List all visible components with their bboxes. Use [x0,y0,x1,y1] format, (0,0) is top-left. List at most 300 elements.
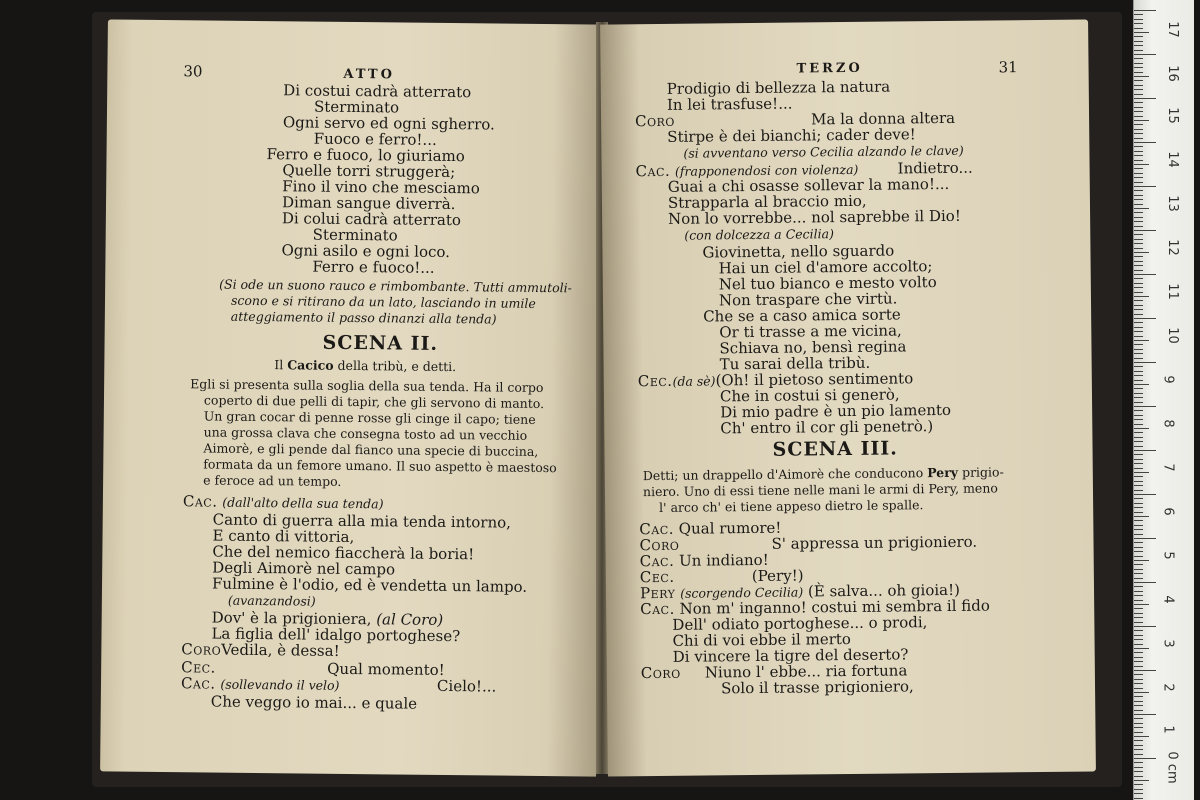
ruler-tick [1134,305,1143,306]
ruler-tick [1134,164,1149,165]
verse-text: (Oh! il pietoso sentimento [715,369,914,390]
verse-line: Strapparla al braccio mio, [667,191,867,212]
ruler-tick [1134,696,1143,697]
speaker-line [183,492,384,512]
verse-line: Tu sarai della tribù. [719,353,871,374]
ruler-tick [1134,556,1143,557]
ruler-tick [1134,388,1143,389]
ruler-tick [1134,692,1149,693]
verse-line: Ch' entro il cor gli penetrò.) [720,417,934,438]
ruler-tick [1134,674,1143,675]
verse-line: Niuno l' ebbe... ria fortuna [704,661,908,682]
ruler-tick [1134,362,1156,363]
ruler-tick [1134,358,1143,359]
ruler-tick [1134,450,1156,451]
verse-line: Di costui cadrà atterrato [283,81,472,102]
ruler-tick [1134,683,1143,684]
ruler-tick [1134,155,1143,156]
ruler-label: 5 [1160,551,1176,560]
ruler-tick [1134,32,1149,33]
ruler-tick [1134,54,1156,55]
ruler-tick [1134,94,1143,95]
speaker-name: Coro [640,663,681,683]
ruler-tick [1134,226,1143,227]
ruler-tick [1134,784,1143,785]
ruler-tick [1134,265,1143,266]
ruler-tick [1134,239,1143,240]
ruler-tick [1134,261,1143,262]
ruler-tick [1134,336,1143,337]
ruler-tick [1134,573,1143,574]
verse-text: Non m' inganno! costui mi sembra il fido [679,596,990,618]
speaker-name: Cac. [639,551,675,571]
verse-line: (Pery!) [751,566,804,586]
ruler-tick [1134,529,1143,530]
ruler-tick [1134,234,1143,235]
ruler-tick [1134,736,1149,737]
scene-description-line: e feroce ad un tempo. [203,472,342,489]
ruler-tick [1134,520,1143,521]
scene-heading: SCENA II. [322,331,439,355]
ruler-tick [1134,366,1143,367]
verse-text: Un indiano! [678,550,769,570]
speaker-line [181,640,339,660]
ruler-tick [1134,116,1143,117]
ruler-tick [1134,41,1143,42]
scene-desc-text: prigio- [961,464,1004,480]
ruler-tick [1134,340,1149,341]
ruler-tick [1134,63,1143,64]
ruler-tick [1134,371,1143,372]
ruler-tick [1134,292,1143,293]
verse-text: (È salva... oh gioia!) [807,580,961,601]
ruler-tick [1134,745,1143,746]
ruler-tick [1134,459,1143,460]
ruler-tick [1134,314,1143,315]
verse-line: Che se a caso amica sorte [703,305,901,326]
ruler-tick [1134,780,1149,781]
ruler-label: 9 [1160,375,1176,384]
ruler-tick [1134,199,1143,200]
ruler-tick [1134,534,1143,535]
speaker-name: Cac. [182,492,218,511]
verse-line: Ogni asilo e ogni loco. [281,241,451,262]
verse-line: Canto di guerra alla mia tenda intorno, [212,510,512,532]
ruler-label: 13 [1164,195,1180,212]
ruler-label: 14 [1164,151,1180,168]
page-number: 30 [183,62,203,81]
ruler-tick [1134,80,1143,81]
ruler-tick [1134,613,1143,614]
ruler-tick [1134,494,1156,495]
scene-heading: SCENA III. [772,437,898,461]
ruler-tick [1134,85,1143,86]
ruler-label: 8 [1160,419,1176,428]
ruler-tick [1134,182,1143,183]
ruler-tick [1134,146,1143,147]
ruler-tick [1134,657,1143,658]
ruler-tick [1134,270,1143,271]
stage-direction: (al Coro) [376,610,444,629]
ruler-tick [1134,384,1149,385]
verse-line: Solo il trasse prigioniero, [720,677,914,698]
right-page [600,19,1096,776]
verse-line: Ferro e fuoco, lo giuriamo [266,145,465,166]
ruler-label: 4 [1160,595,1176,604]
speaker-name: Cec. [181,658,216,677]
ruler-tick [1134,248,1143,249]
ruler-tick [1134,714,1156,715]
stage-direction: (con dolcezza a Cecilia) [684,226,835,243]
speaker-name: Cec. [637,371,673,391]
ruler-tick [1134,160,1143,161]
ruler-tick [1134,538,1156,539]
verse-line: La figlia dell' idalgo portoghese? [211,624,461,646]
stage-direction: (sollevando il velo) [220,676,340,693]
verse-line: Che in costui si generò, [719,385,900,406]
ruler-tick [1134,10,1156,11]
ruler-tick [1134,652,1143,653]
ruler-tick [1134,415,1143,416]
ruler-tick [1134,608,1143,609]
ruler-label: 11 [1164,283,1180,300]
verse-line: Nel tuo bianco e mesto volto [718,273,937,294]
speaker-name: Cac. [635,161,671,181]
ruler-tick [1134,204,1143,205]
ruler-tick [1134,644,1143,645]
stage-direction: (Si ode un suono rauco e rimbombante. Tutti ammutoli- [219,276,572,296]
ruler-tick [1134,437,1143,438]
ruler-tick [1134,688,1143,689]
ruler-tick [1134,754,1143,755]
ruler-tick [1134,98,1156,99]
ruler-tick [1134,705,1143,706]
ruler-tick [1134,28,1143,29]
ruler-tick [1134,353,1143,354]
stage-direction: (da sè) [672,373,716,389]
ruler-tick [1134,393,1143,394]
running-head: ATTO [343,66,396,83]
verse-line: Giovinetta, nello sguardo [702,241,895,262]
stage-direction: (dall'alto della sua tenda) [222,494,384,512]
ruler-tick [1134,723,1143,724]
ruler-tick [1134,375,1143,376]
ruler-tick [1134,569,1143,570]
ruler-tick [1134,516,1149,517]
ruler-label: 1 [1160,725,1176,734]
ruler-tick [1134,432,1143,433]
ruler-tick [1134,190,1143,191]
ruler-tick [1134,120,1149,121]
ruler-tick [1134,327,1143,328]
speaker-name: Pery [639,583,676,603]
ruler-tick [1134,296,1149,297]
verse-line: Ma la donna altera [810,108,956,129]
verse-line: Indietro... [897,158,973,178]
ruler-tick [1134,762,1143,763]
ruler-tick [1134,349,1143,350]
ruler-tick [1134,454,1143,455]
ruler-tick [1134,230,1156,231]
ruler-tick [1134,740,1143,741]
verse-line: Ogni servo ed ogni sgherro. [282,113,495,134]
stage-direction: (avanzandosi) [227,592,316,609]
ruler-tick [1134,397,1143,398]
left-page [100,19,604,776]
ruler-tick [1134,283,1143,284]
ruler-tick [1134,278,1143,279]
scene-cast [274,357,456,375]
verse-line: Stirpe è dei bianchi; cader deve! [667,125,916,146]
verse-line: Sterminato [313,97,400,117]
page-number: 31 [998,58,1018,77]
ruler-tick [1134,76,1149,77]
ruler-tick [1134,776,1143,777]
verse-line: Diman sangue diverrà. [281,193,456,214]
ruler-tick [1134,195,1143,196]
verse-line: Or ti trasse a me vicina, [719,321,902,342]
ruler-tick [1134,564,1143,565]
ruler-tick [1134,648,1149,649]
ruler-label: 2 [1160,683,1176,692]
ruler-tick [1134,503,1143,504]
ruler-tick [1134,463,1143,464]
ruler-tick [1134,767,1143,768]
verse-line: Fuoco e ferro!... [313,129,437,149]
ruler-tick [1134,50,1143,51]
verse-line: Fulmine è l'odio, ed è vendetta un lampo. [211,574,528,596]
scene-description-line: Egli si presenta sulla soglia della sua tenda. Ha il corpo [190,376,544,396]
ruler-tick [1134,476,1143,477]
ruler-tick [1134,318,1156,319]
ruler-tick [1134,402,1143,403]
ruler-tick [1134,300,1143,301]
verse-line: In lei trasfuse!... [666,94,793,114]
measuring-ruler [1133,0,1194,800]
ruler-tick [1134,133,1143,134]
ruler-tick [1134,138,1143,139]
ruler-tick [1134,666,1143,667]
ruler-label: 6 [1160,507,1176,516]
ruler-tick [1134,771,1143,772]
verse-line: Di colui cadrà atterrato [281,209,462,230]
verse-line: Non traspare che virtù. [718,289,898,310]
ruler-tick [1134,36,1143,37]
ruler-tick [1134,485,1143,486]
ruler-tick [1134,670,1156,671]
ruler-tick [1134,142,1156,143]
verse-line: Di vincere la tigre del deserto? [672,645,909,666]
ruler-tick [1134,45,1143,46]
ruler-label: 7 [1160,463,1176,472]
ruler-tick [1134,542,1143,543]
ruler-tick [1134,626,1156,627]
speaker-name: Cac. [640,599,675,619]
speaker-name: Coro [639,535,680,555]
ruler-label: 17 [1164,21,1180,38]
ruler-tick [1134,512,1143,513]
ruler-tick [1134,124,1143,125]
ruler-tick [1134,309,1143,310]
ruler-tick [1134,89,1143,90]
ruler-tick [1134,789,1143,790]
verse-line: E canto di vittoria, [212,526,355,547]
verse-line: Di mio padre è un pio lamento [720,400,952,422]
ruler-tick [1134,622,1143,623]
ruler-tick [1134,168,1143,169]
ruler-tick [1134,525,1143,526]
ruler-label: 10 [1164,327,1180,344]
speaker-name: Coro [181,640,222,659]
ruler-tick [1134,173,1143,174]
verse-line: Che veggo io mai... e quale [210,692,418,713]
ruler-tick [1134,419,1143,420]
ruler-tick [1134,727,1143,728]
ruler-tick [1134,256,1143,257]
ruler-tick [1134,490,1143,491]
verse-line: Non lo vorrebbe... nol saprebbe il Dio! [668,206,961,228]
ruler-tick [1134,72,1143,73]
verse-line: Schiava no, bensì regina [719,337,907,358]
scene-cast-suffix: della tribù, e detti. [337,357,457,375]
ruler-label: 15 [1164,107,1180,124]
ruler-label: 12 [1164,239,1180,256]
ruler-tick [1134,177,1143,178]
ruler-tick [1134,578,1143,579]
ruler-tick [1134,547,1143,548]
ruler-tick [1134,380,1143,381]
ruler-tick [1134,701,1143,702]
ruler-tick [1134,102,1143,103]
ruler-label: 16 [1164,65,1180,82]
ruler-tick [1134,635,1143,636]
ruler-tick [1134,23,1143,24]
scene-description-line: una grossa clava che consegna tosto ad un vecchio [203,424,528,443]
ruler-tick [1134,208,1149,209]
verse-line: Hai un ciel d'amore accolto; [718,257,933,278]
verse-text: Dov' è la prigioniera, [211,608,372,629]
ruler-tick [1134,331,1143,332]
ruler-tick [1134,560,1149,561]
ruler-tick [1134,287,1143,288]
verse-line: Prodigio di bellezza la natura [666,77,891,98]
ruler-tick [1134,441,1143,442]
ruler-tick [1134,428,1149,429]
ruler-tick [1134,600,1143,601]
ruler-tick [1134,410,1143,411]
scene-description-line: Aimorè, e gli pende dal fianco una specie di buccina, [203,440,539,459]
scene-cast-name: Cacico [287,357,334,373]
stage-direction: (scorgendo Cecilia) [680,584,804,601]
ruler-tick [1134,710,1143,711]
verse-line: S' appressa un prigioniero. [771,532,978,553]
verse-line: Fino il vino che mesciamo [282,177,480,198]
ruler-tick [1134,749,1143,750]
ruler-tick [1134,798,1143,799]
stage-direction: atteggiamento il passo dinanzi alla tenda) [230,308,497,327]
verse-line: Cielo!... [436,676,497,696]
ruler-tick [1134,758,1156,759]
ruler-tick [1134,604,1149,605]
verse-line: Quelle torri struggerà; [282,161,456,182]
ruler-tick [1134,186,1156,187]
ruler-tick [1134,274,1156,275]
ruler-tick [1134,129,1143,130]
ruler-tick [1134,151,1143,152]
ruler-tick [1134,718,1143,719]
stage-direction: scono e si ritirano da un lato, lasciando in umile [230,292,536,311]
verse-line: Ferro e fuoco!... [312,257,435,277]
speaker-line [181,674,340,694]
speaker-name: Cac. [639,519,675,539]
ruler-tick [1134,67,1143,68]
ruler-tick [1134,498,1143,499]
ruler-tick [1134,582,1156,583]
ruler-tick [1134,406,1156,407]
ruler-tick [1134,617,1143,618]
ruler-tick [1134,507,1143,508]
scene-description-line: formata da un femore umano. Il suo aspetto è maestoso [203,456,557,476]
stage-direction: (frapponendosi con violenza) [674,161,859,179]
ruler-tick [1134,481,1143,482]
verse-line: Degli Aimorè nel campo [212,558,396,579]
ruler-tick [1134,107,1143,108]
ruler-tick [1134,19,1143,20]
verse-line: Chi di voi ebbe il merto [672,629,851,650]
ruler-tick [1134,591,1143,592]
ruler-tick [1134,111,1143,112]
speaker-name: Coro [634,111,675,131]
ruler-label: 3 [1160,639,1176,648]
running-head: TERZO [796,60,863,77]
speaker-name: Cac. [180,674,216,693]
verse-line: Sterminato [312,225,398,245]
ruler-tick [1134,586,1143,587]
ruler-tick [1134,212,1143,213]
ruler-tick [1134,58,1143,59]
scene-description-line: niero. Uno di essi tiene nelle mani le armi di Pery, meno [642,480,998,500]
scene-description-line: l' arco ch' ei tiene appeso dietro le spalle. [659,497,924,515]
ruler-tick [1134,732,1143,733]
ruler-tick [1134,252,1149,253]
ruler-tick [1134,472,1149,473]
verse-text: Vedila, è dessa! [221,640,340,660]
ruler-tick [1134,217,1143,218]
scene-cast-prefix: Il [274,357,284,373]
ruler-tick [1134,322,1143,323]
ruler-tick [1134,446,1143,447]
verse-line: Dell' odiato portoghese... o prodi, [672,613,928,634]
ruler-tick [1134,630,1143,631]
scene-description-line: Un gran cocar di penne rosse gli cinge il capo; tiene [203,408,536,427]
scene-desc-text: Detti; un drappello d'Aimorè che conducono [642,465,924,484]
ruler-tick [1134,639,1143,640]
verse-line: Che del nemico fiaccherà la boria! [212,542,475,564]
ruler-label: 0 cm [1164,751,1180,784]
ruler-tick [1134,793,1143,794]
ruler-tick [1134,661,1143,662]
scene-desc-name: Pery [927,464,959,481]
ruler-tick [1134,595,1143,596]
ruler-tick [1134,243,1143,244]
stage-direction: (si avventano verso Cecilia alzando le clave) [683,142,964,161]
scene-description-line: coperto di due pelli di tapir, che gli servono di manto. [203,392,545,412]
verse-text: Qual rumore! [678,518,782,538]
ruler-tick [1134,221,1143,222]
ruler-tick [1134,468,1143,469]
speaker-name: Cec. [639,567,675,587]
ruler-tick [1134,679,1143,680]
